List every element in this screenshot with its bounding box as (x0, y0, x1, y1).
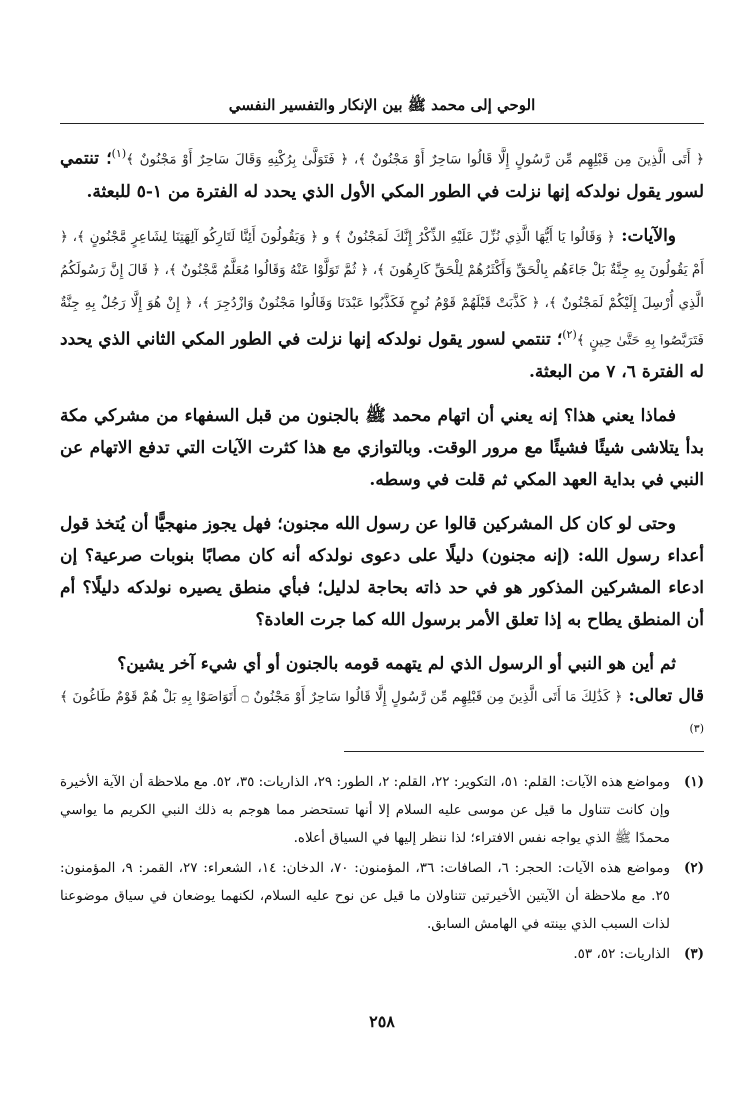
quran-quote: ﴿ وَقَالُوا يَا أَيُّهَا الَّذِي نُزِّلَ عَلَيْهِ الذِّكْرُ إِنَّكَ لَمَجْنُونٌ ﴾ و ﴿ وَيَقُولُونَ أَئِنَّا لَتَارِكُو آلِهَتِنَا لِشَاعِرٍ مَّجْنُونٍ ﴾، ﴿ أَمْ يَقُولُونَ بِهِ جِنَّةٌ بَلْ جَاءَهُم بِالْحَقِّ وَأَكْثَرُهُمْ لِلْحَقِّ كَارِهُونَ ﴾، ﴿ ثُمَّ تَوَلَّوْا عَنْهُ وَقَالُوا مُعَلَّمٌ مَّجْنُونٌ ﴾، ﴿ قَالَ إِنَّ رَسُولَكُمُ الَّذِي أُرْسِلَ إِلَيْكُمْ لَمَجْنُونٌ ﴾، ﴿ كَذَّبَتْ قَبْلَهُمْ قَوْمُ نُوحٍ فَكَذَّبُوا عَبْدَنَا وَقَالُوا مَجْنُونٌ وَازْدُجِرَ ﴾، ﴿ إِنْ هُوَ إِلَّا رَجُلٌ بِهِ جِنَّةٌ فَتَرَبَّصُوا بِهِ حَتَّىٰ حِينٍ ﴾ (60, 228, 704, 349)
footnote-marker: (٢) (562, 327, 577, 341)
paragraph-lead: والآيات: (621, 225, 677, 246)
paragraph-5 (60, 648, 704, 750)
quran-quote: ﴿ أَتَى الَّذِينَ مِن قَبْلِهِم مِّن رَّسُولٍ إِلَّا قَالُوا سَاحِرٌ أَوْ مَجْنُونٌ ﴾، ﴿ فَتَوَلَّىٰ بِرُكْنِهِ وَقَالَ سَاحِرٌ أَوْ مَجْنُونٌ ﴾ (126, 151, 704, 168)
footnotes (60, 768, 704, 970)
footnote-3 (60, 940, 704, 968)
footnote-number: (١) (683, 774, 704, 790)
footnote-number: (٢) (683, 860, 704, 876)
paragraph-2 (60, 220, 704, 389)
footnote-number: (٣) (683, 946, 704, 962)
footnote-text: ومواضع هذه الآيات: الحجر: ٦، الصافات: ٣٦، المؤمنون: ٧٠، الدخان: ١٤، الشعراء: ٢٧، القمر: ٩، المؤمنون: ٢٥. مع ملاحظة أن الآيتين الأخيرتين تتناولان ما قيل عن نوح عليه السلام، لكنهما يوضعان في سياق موضوعنا لذات السبب الذي بينته في الهامش السابق. (60, 860, 670, 932)
paragraph-3: فماذا يعني هذا؟ إنه يعني أن اتهام محمد ﷺ بالجنون من قبل السفهاء من مشركي مكة بدأ يتلاشى شيئًا فشيئًا مع مرور الوقت. وبالتوازي مع هذا كثرت الآيات التي تدفع الاتهام عن النبي في بداية العهد المكي ثم قلت في وسطه. (60, 406, 704, 491)
paragraph-4: وحتى لو كان كل المشركين قالوا عن رسول الله مجنون؛ فهل يجوز منهجيًّا أن يُتخذ قول أعداء رسول الله: (إنه مجنون) دليلًا على دعوى نولدكه أنه كان مصابًا بنوبات صرعية؟ إن ادعاء المشركين المذكور هو في حد ذاته بحاجة لدليل؛ فبأي منطق يصيره نولدكه دليلًا؟ أم أن المنطق يطاح به إذا تعلق الأمر برسول الله كما جرت العادة؟ (60, 514, 704, 631)
footnote-text: الذاريات: ٥٢، ٥٣. (573, 946, 670, 962)
footnote-rule (344, 751, 704, 752)
paragraph-text: ؛ تنتمي لسور يقول نولدكه إنها نزلت في الطور المكي الثاني الذي يحدد له الفترة ٦، ٧ من البعثة. (60, 329, 704, 383)
quran-quote: ﴿ كَذَٰلِكَ مَا أَتَى الَّذِينَ مِن قَبْلِهِم مِّن رَّسُولٍ إِلَّا قَالُوا سَاحِرٌ أَوْ مَجْنُونٌ ۝ أَتَوَاصَوْا بِهِ بَلْ هُمْ قَوْمٌ طَاغُونَ ﴾ (60, 689, 623, 706)
book-page (60, 0, 704, 1117)
footnote-marker: (٣) (689, 722, 704, 736)
footnote-1 (60, 768, 704, 852)
paragraph-1 (60, 138, 704, 208)
footnote-2 (60, 854, 704, 938)
footnote-marker: (١) (111, 147, 127, 160)
header-rule (60, 123, 704, 124)
paragraph-lead: قال تعالى: (628, 686, 704, 707)
paragraph-text: ثم أين هو النبي أو الرسول الذي لم يتهمه قومه بالجنون أو أي شيء آخر يشين؟ (117, 654, 676, 675)
paragraph-text: ؛ تنتمي لسور يقول نولدكه إنها نزلت في الطور المكي الأول الذي يحدد له الفترة من ١-٥ للبعثة. (60, 148, 704, 202)
footnote-text: ومواضع هذه الآيات: القلم: ٥١، التكوير: ٢٢، القلم: ٢، الطور: ٢٩، الذاريات: ٣٥، ٥٢. مع ملاحظة أن الآية الأخيرة وإن كانت تتناول ما قيل عن موسى عليه السلام إلا أنها تستحضر مما هوجم به ذلك النبي الكريم ما يواسي محمدًا ﷺ الذي يواجه نفس الافتراء؛ لذا ننظر إليها في السياق أعلاه. (60, 774, 671, 846)
running-header: الوحي إلى محمد ﷺ بين الإنكار والتفسير النفسي (228, 96, 536, 114)
page-number: ٢٥٨ (369, 1012, 395, 1031)
main-text (60, 138, 704, 750)
